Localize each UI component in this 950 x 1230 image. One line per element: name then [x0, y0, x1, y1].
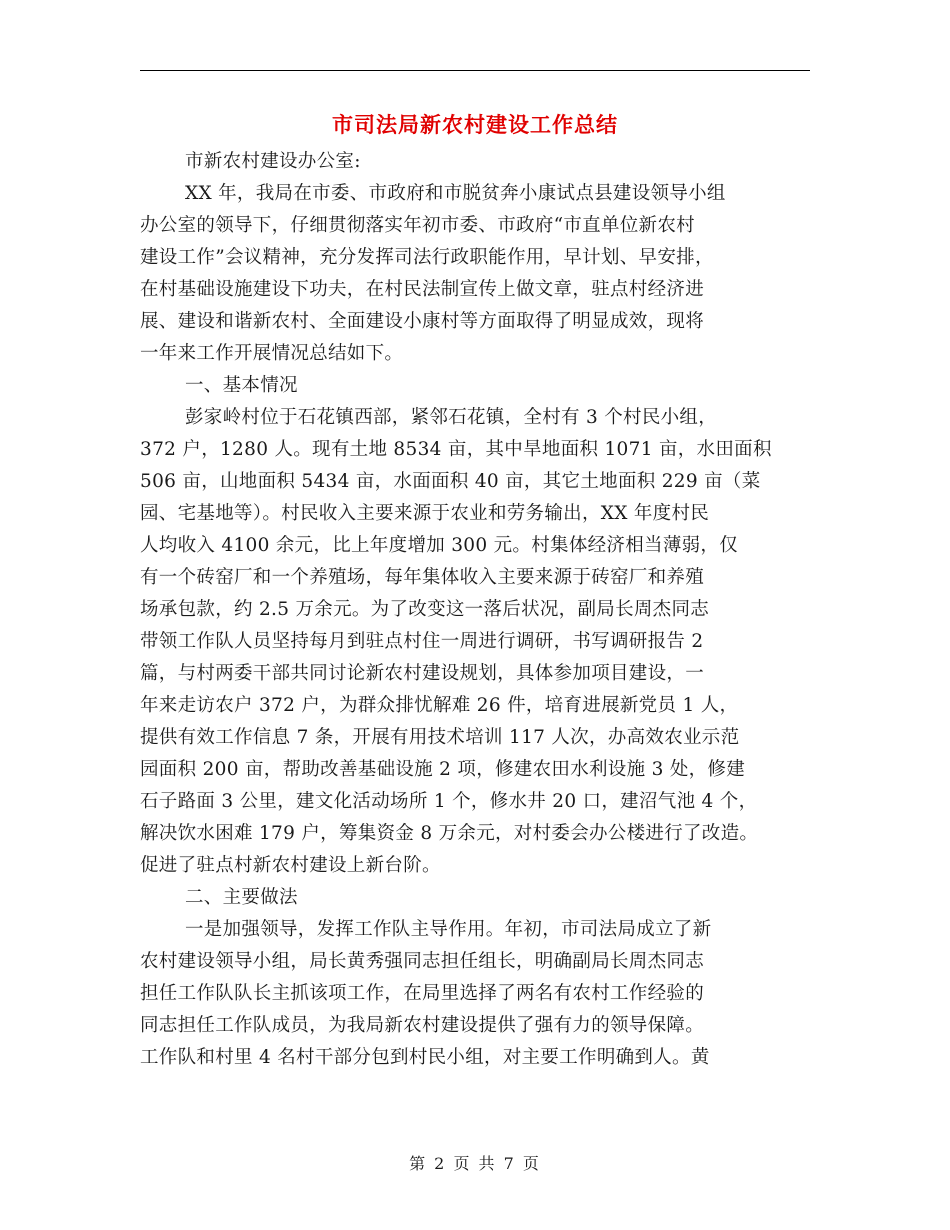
- text-line: 展、建设和谐新农村、全面建设小康村等方面取得了明显成效，现将: [140, 311, 705, 332]
- text-line: 二、主要做法: [185, 887, 298, 908]
- text-line: 办公室的领导下，仔细贯彻落实年初市委、市政府“市直单位新农村: [140, 215, 695, 236]
- text-line: 在村基础设施建设下功夫，在村民法制宣传上做文章，驻点村经济进: [140, 279, 705, 300]
- text-line: 篇，与村两委干部共同讨论新农村建设规划，具体参加项目建设，一: [140, 663, 705, 684]
- text-line: 促进了驻点村新农村建设上新台阶。: [140, 855, 441, 876]
- text-line: 一、基本情况: [185, 375, 298, 396]
- text-line: 工作队和村里 4 名村干部分包到村民小组，对主要工作明确到人。黄: [140, 1047, 710, 1068]
- text-line: 有一个砖窑厂和一个养殖场，每年集体收入主要来源于砖窑厂和养殖: [140, 567, 705, 588]
- text-line: 市新农村建设办公室:: [185, 151, 361, 172]
- text-line: 建设工作”会议精神，充分发挥司法行政职能作用，早计划、早安排，: [140, 247, 714, 268]
- text-line: 园、宅基地等）。村民收入主要来源于农业和劳务输出，XX 年度村民: [140, 503, 710, 524]
- text-line: 同志担任工作队成员，为我局新农村建设提供了强有力的领导保障。: [140, 1015, 705, 1036]
- text-line: 提供有效工作信息 7 条，开展有用技术培训 117 人次，办高效农业示范: [140, 727, 740, 748]
- text-line: 一年来工作开展情况总结如下。: [140, 343, 404, 364]
- text-line: 石子路面 3 公里，建文化活动场所 1 个，修水井 20 口，建沼气池 4 个，: [140, 791, 758, 812]
- text-line: 带领工作队人员坚持每月到驻点村住一周进行调研，书写调研报告 2: [140, 631, 704, 652]
- text-line: XX 年，我局在市委、市政府和市脱贫奔小康试点县建设领导小组: [185, 183, 726, 204]
- header-rule: [140, 70, 810, 71]
- text-line: 人均收入 4100 余元，比上年度增加 300 元。村集体经济相当薄弱，仅: [140, 535, 739, 556]
- text-line: 园面积 200 亩，帮助改善基础设施 2 项，修建农田水利设施 3 处，修建: [140, 759, 746, 780]
- text-line: 年来走访农户 372 户，为群众排忧解难 26 件，培育进展新党员 1 人，: [140, 695, 739, 716]
- text-line: 372 户，1280 人。现有土地 8534 亩，其中旱地面积 1071 亩，水田面积: [140, 439, 772, 460]
- text-line: 解决饮水困难 179 户，筹集资金 8 万余元，对村委会办公楼进行了改造。: [140, 823, 759, 844]
- text-line: 场承包款，约 2.5 万余元。为了改变这一落后状况，副局长周杰同志: [140, 599, 710, 620]
- text-line: 担任工作队队长主抓该项工作，在局里选择了两名有农村工作经验的: [140, 983, 705, 1004]
- text-line: 506 亩，山地面积 5434 亩，水面面积 40 亩，其它土地面积 229 亩（菜: [140, 471, 761, 492]
- document-title: 市司法局新农村建设工作总结: [332, 112, 618, 137]
- text-line: 一是加强领导，发挥工作队主导作用。年初，市司法局成立了新: [185, 919, 712, 940]
- page-footer: 第 2 页 共 7 页: [409, 1154, 541, 1173]
- text-line: 彭家岭村位于石花镇西部，紧邻石花镇，全村有 3 个村民小组，: [185, 407, 718, 428]
- document-body: [140, 146, 820, 1074]
- text-line: 农村建设领导小组，局长黄秀强同志担任组长，明确副局长周杰同志: [140, 951, 705, 972]
